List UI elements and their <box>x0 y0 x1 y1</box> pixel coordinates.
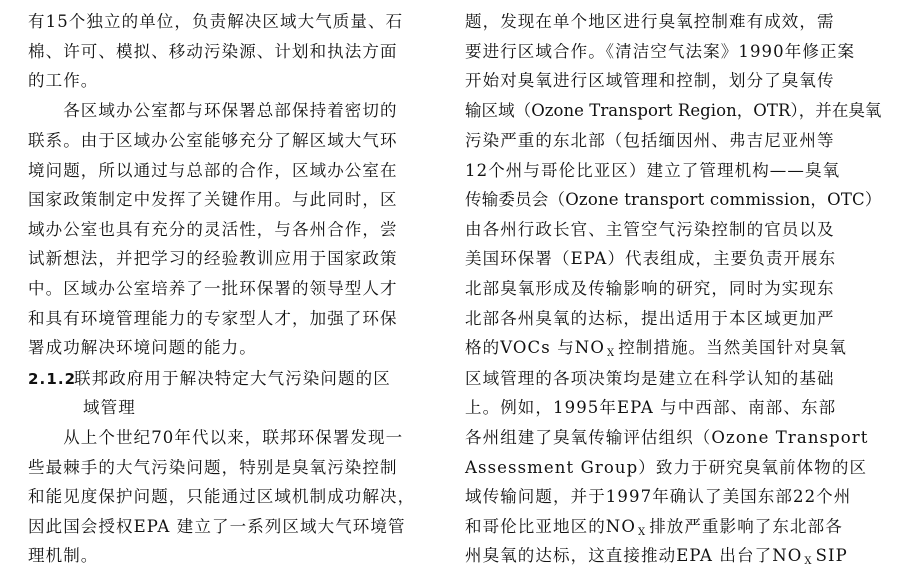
text-line: 联系。由于区域办公室能够充分了解区域大气环 <box>28 131 398 150</box>
text-line: 和能见度保护问题，只能通过区域机制成功解决， <box>28 487 416 506</box>
text-line: 些最棘手的大气污染问题，特别是臭氧污染控制 <box>28 458 398 477</box>
text-line: 北部各州臭氧的达标，提出适用于本区域更加严 <box>465 309 835 328</box>
text-line: 区域管理的各项决策均是建立在科学认知的基础 <box>465 369 835 388</box>
section-title-continued: 域管理 <box>83 398 136 417</box>
section-title: 联邦政府用于解决特定大气污染问题的区 <box>74 369 391 388</box>
text-line: 美国环保署（EPA）代表组成，主要负责开展东 <box>465 249 837 268</box>
text-fragment: 控制措施。当然美国针对臭氧 <box>618 338 848 357</box>
text-line: Assessment Group）致力于研究臭氧前体物的区 <box>465 458 868 477</box>
text-fragment: 排放严重影响了东北部各 <box>649 517 843 536</box>
text-line: 域传输问题，并于1997年确认了美国东部22个州 <box>465 487 852 506</box>
text-fragment: SIP <box>815 546 848 565</box>
text-line: 因此国会授权EPA 建立了一系列区域大气环境管 <box>28 517 406 536</box>
text-line: 各州组建了臭氧传输评估组织（Ozone Transport <box>465 428 869 447</box>
subscript: X <box>804 556 813 567</box>
text-line: 署成功解决环境问题的能力。 <box>28 338 257 357</box>
text-line: 理机制。 <box>28 546 99 565</box>
text-line: 污染严重的东北部（包括缅因州、弗吉尼亚州等 <box>465 131 835 150</box>
subscript: X <box>606 348 616 359</box>
text-line: 12个州与哥伦比亚区）建立了管理机构——臭氧 <box>465 161 841 180</box>
text-line: 上。例如，1995年EPA 与中西部、南部、东部 <box>465 398 837 417</box>
text-line: 输区域（Ozone Transport Region，OTR），并在臭氧 <box>465 101 882 120</box>
text-line: 开始对臭氧进行区域管理和控制，划分了臭氧传 <box>465 71 835 90</box>
text-line: 境问题，所以通过与总部的合作，区域办公室在 <box>28 161 398 180</box>
section-heading <box>28 364 391 393</box>
section-number: 2.1.2 <box>28 370 77 388</box>
text-line: 题，发现在单个地区进行臭氧控制难有成效，需 <box>465 12 835 31</box>
text-line: 中。区域办公室培养了一批环保署的领导型人才 <box>28 279 398 298</box>
text-line: 国家政策制定中发挥了关键作用。与此同时，区 <box>28 190 398 209</box>
text-line: 北部臭氧形成及传输影响的研究，同时为实现东 <box>465 279 835 298</box>
text-line-with-subscript <box>465 512 843 541</box>
text-line: 从上个世纪70年代以来，联邦环保署发现一 <box>28 428 404 447</box>
text-line: 各区域办公室都与环保署总部保持着密切的 <box>28 101 398 120</box>
text-line: 要进行区域合作。《清洁空气法案》1990年修正案 <box>465 42 856 61</box>
subscript: X <box>637 527 647 538</box>
text-line: 试新想法，并把学习的经验教训应用于国家政策 <box>28 249 398 268</box>
text-line: 域办公室也具有充分的灵活性，与各州合作，尝 <box>28 220 398 239</box>
text-line-with-subscript <box>465 333 847 362</box>
text-line: 有15个独立的单位，负责解决区域大气质量、石 <box>28 12 404 31</box>
text-fragment: 州臭氧的达标，这直接推动EPA 出台了NO <box>465 546 803 565</box>
text-line: 和具有环境管理能力的专家型人才，加强了环保 <box>28 309 398 328</box>
text-line: 棉、许可、模拟、移动污染源、计划和执法方面 <box>28 42 398 61</box>
text-line: 由各州行政长官、主管空气污染控制的官员以及 <box>465 220 835 239</box>
text-fragment: 和哥伦比亚地区的NO <box>465 517 636 536</box>
text-fragment: 格的VOCs 与NO <box>465 338 605 357</box>
text-line: 传输委员会（Ozone transport commission，OTC） <box>465 190 882 209</box>
text-line: 的工作。 <box>28 71 99 90</box>
text-line-with-subscript <box>465 541 848 570</box>
